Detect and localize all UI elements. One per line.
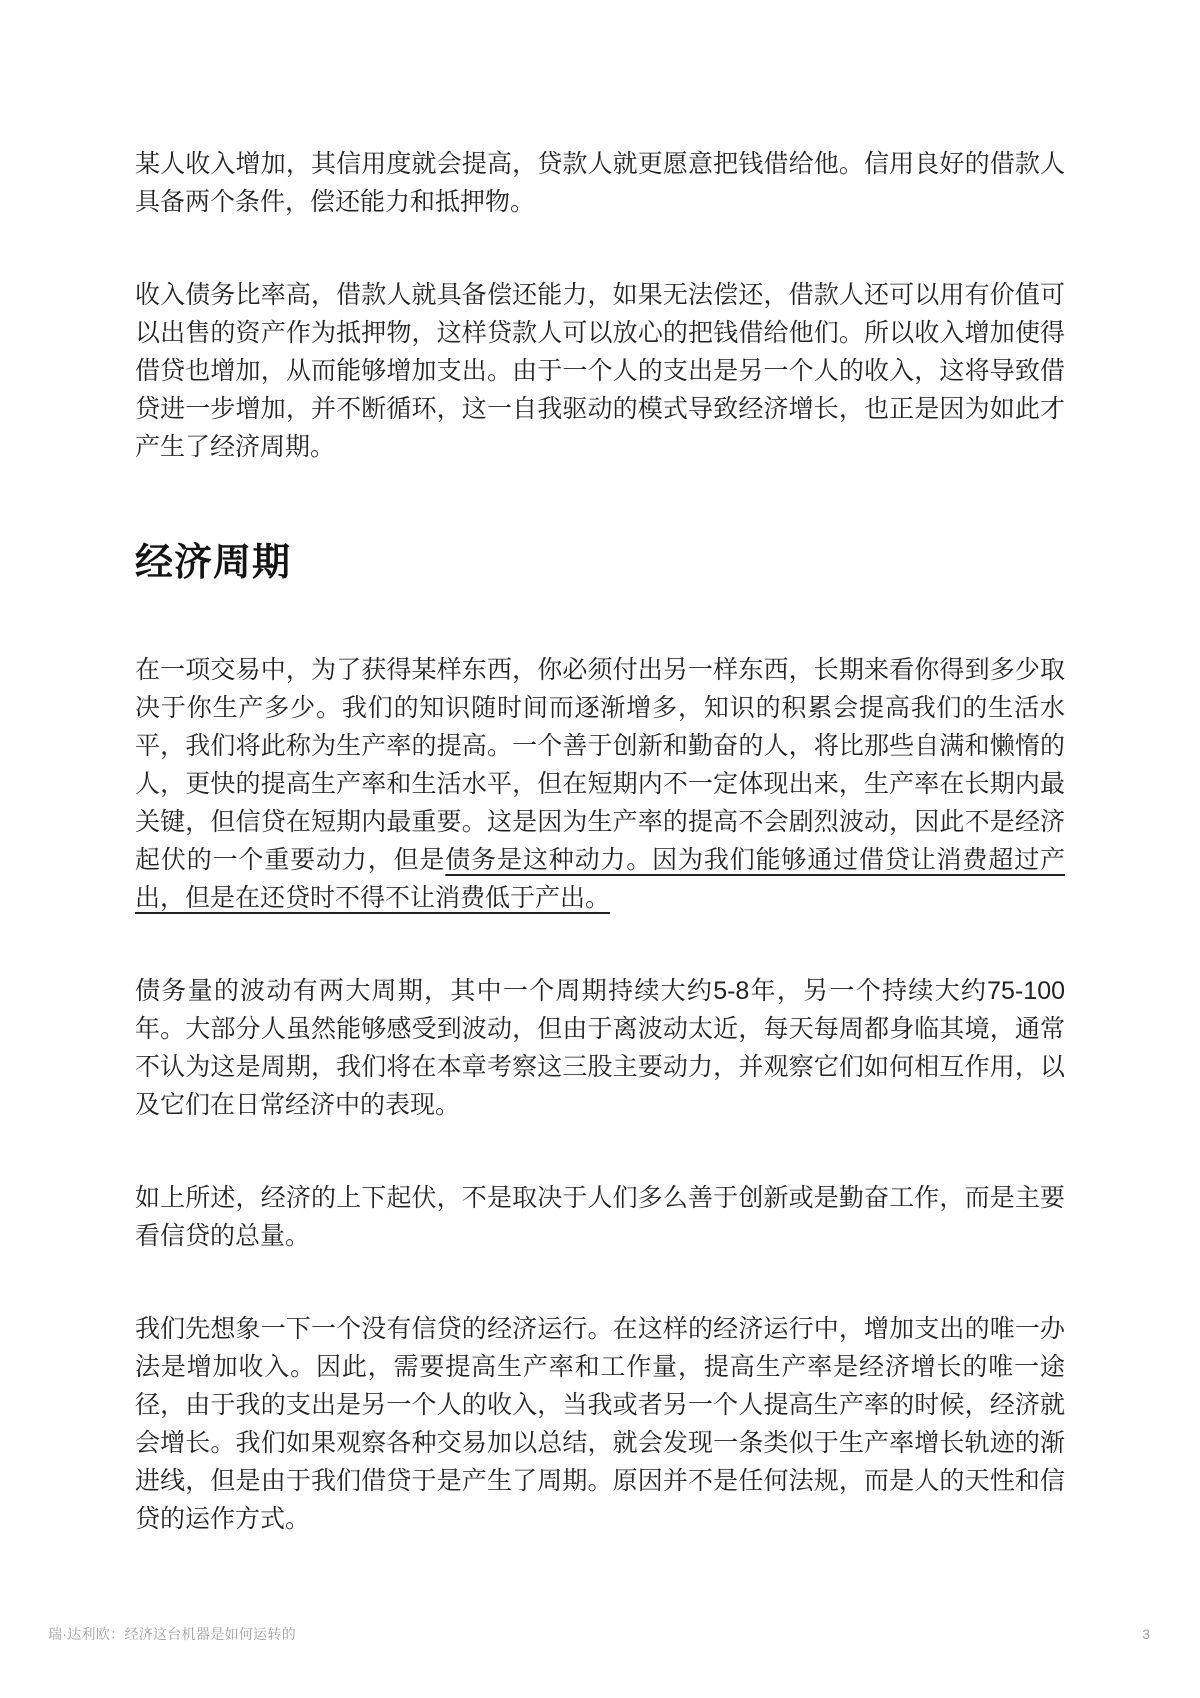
paragraph-text-normal: 在一项交易中，为了获得某样东西，你必须付出另一样东西，长期来看你得到多少取决于你生产多少。我们的知识随时间而逐渐增多，知识的积累会提高我们的生活水平，我们将此称为生产率的提高。一个善于创新和勤奋的人，将比那些自满和懒惰的人，更快的提高生产率和生活水平，但在短期内不一定体现出来，生产率在长期内最关键，但信贷在短期内最重要。这是因为生产率的提高不会剧烈波动，因此不是经济起伏的一个重要动力，但是 (135, 656, 1065, 874)
section-heading: 经济周期 (135, 542, 292, 584)
section-paragraph-3: 如上所述，经济的上下起伏，不是取决于人们多么善于创新或是勤奋工作，而是主要看信贷的总量。 (135, 1184, 1065, 1250)
footer-book-title: 瑞·达利欧：经济这台机器是如何运转的 (48, 1626, 297, 1642)
footer-page-number: 3 (1142, 1626, 1150, 1642)
intro-paragraph-1: 某人收入增加，其信用度就会提高，贷款人就更愿意把钱借给他。信用良好的借款人具备两个条件，偿还能力和抵押物。 (135, 150, 1065, 216)
page-footer (48, 1625, 1150, 1643)
paragraph-text-underlined: 债务是这种动力。因为我们能够通过借贷让消费超过产出，但是在还贷时不得不让消费低于产出。 (135, 846, 1065, 912)
section-paragraph-1 (135, 651, 1065, 917)
section-paragraph-4: 我们先想象一下一个没有信贷的经济运行。在这样的经济运行中，增加支出的唯一办法是增加收入。因此，需要提高生产率和工作量，提高生产率是经济增长的唯一途径，由于我的支出是另一个人的收入，当我或者另一个人提高生产率的时候，经济就会增长。我们如果观察各种交易加以总结，就会发现一条类似于生产率增长轨迹的渐进线，但是由于我们借贷于是产生了周期。原因并不是任何法规，而是人的天性和信贷的运作方式。 (135, 1315, 1065, 1533)
intro-paragraph-2: 收入债务比率高，借款人就具备偿还能力，如果无法偿还，借款人还可以用有价值可以出售的资产作为抵押物，这样贷款人可以放心的把钱借给他们。所以收入增加使得借贷也增加，从而能够增加支出。由于一个人的支出是另一个人的收入，这将导致借贷进一步增加，并不断循环，这一自我驱动的模式导致经济增长，也正是因为如此才产生了经济周期。 (135, 281, 1065, 461)
section-paragraph-2: 债务量的波动有两大周期，其中一个周期持续大约5-8年，另一个持续大约75-100年。大部分人虽然能够感受到波动，但由于离波动太近，每天每周都身临其境，通常不认为这是周期，我们将在本章考察这三股主要动力，并观察它们如何相互作用，以及它们在日常经济中的表现。 (135, 977, 1065, 1119)
